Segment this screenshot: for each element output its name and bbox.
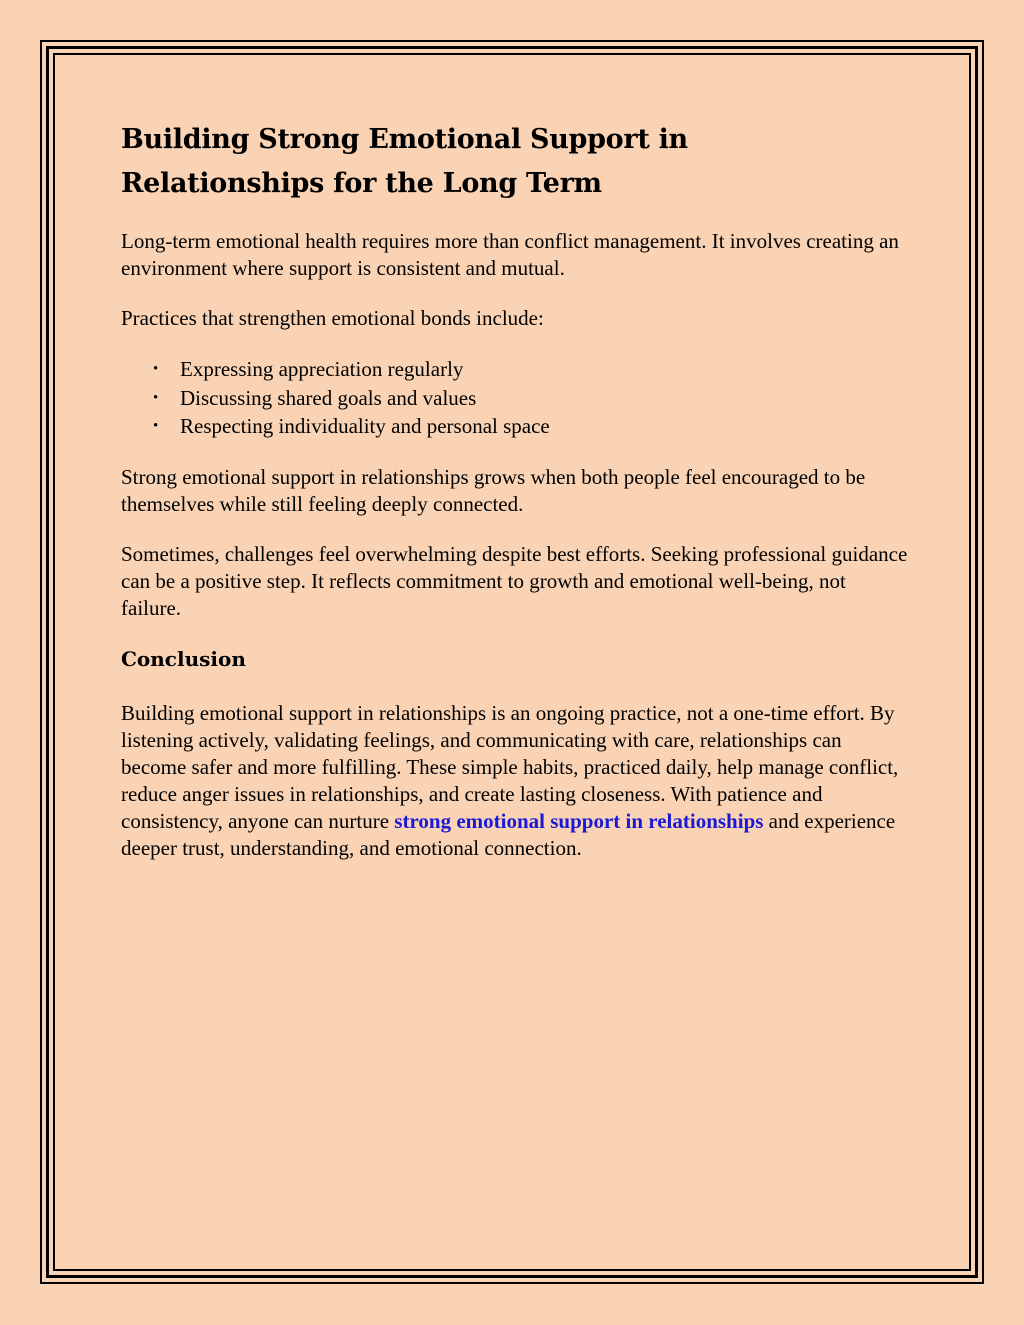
paragraph-intro: Long-term emotional health requires more than conflict management. It involves creating an environment where support is consistent and mutual. — [121, 229, 899, 280]
paragraph-conclusion — [121, 700, 911, 862]
bullet-icon: • — [153, 418, 159, 434]
paragraph-guidance: Sometimes, challenges feel overwhelming despite best efforts. Seeking professional guidance can be a positive step. It reflects commitment to growth and emotional well-being, not failure. — [121, 541, 908, 620]
document-body — [121, 118, 911, 885]
conclusion-heading: Conclusion — [121, 646, 246, 671]
list-item-text: Respecting individuality and personal space — [180, 414, 550, 438]
title-line-1: Building Strong Emotional Support in — [121, 124, 688, 155]
emotional-support-link[interactable]: strong emotional support in relationships — [394, 808, 764, 833]
paragraph-practices: Practices that strengthen emotional bonds include: — [121, 306, 544, 330]
list-item — [153, 355, 911, 384]
bullet-icon: • — [153, 389, 159, 406]
document-title — [121, 118, 911, 206]
list-item-text: Expressing appreciation regularly — [180, 357, 464, 381]
list-item — [153, 412, 911, 441]
bullet-icon: • — [153, 361, 159, 377]
practices-list — [121, 355, 911, 441]
title-line-2: Relationships for the Long Term — [121, 168, 602, 199]
conclusion-text-after: and experience deeper trust, understanding, and emotional connection. — [121, 808, 896, 860]
paragraph-support: Strong emotional support in relationships grows when both people feel encouraged to be themselves while still feeling deeply connected. — [121, 464, 866, 516]
list-item — [153, 384, 911, 413]
list-item-text: Discussing shared goals and values — [180, 385, 477, 410]
conclusion-text-before: Building emotional support in relationships is an ongoing practice, not a one-time effort. By listening actively, validating feelings, and communicating with care, relationships can become safer and more fulfilling. These simple habits, practiced daily, help manage conflict, reduce anger issues in relationships, and create lasting closeness. With patience and consistency, anyone can nurture — [121, 700, 899, 833]
